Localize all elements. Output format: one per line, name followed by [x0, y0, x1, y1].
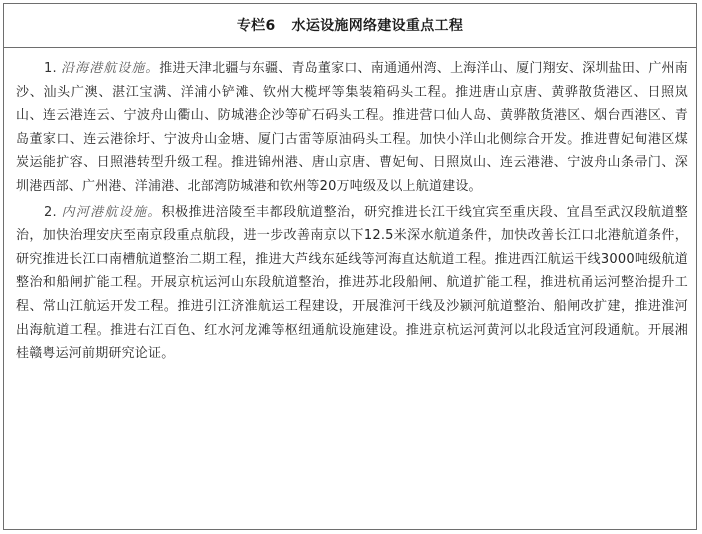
item-coastal-port-facilities	[16, 57, 688, 199]
column-title-text: 水运设施网络建设重点工程	[291, 17, 464, 34]
project-column-box	[3, 3, 697, 530]
item-number: 2.	[44, 204, 62, 220]
column-label: 专栏6	[236, 17, 276, 34]
item-inland-port-facilities	[16, 201, 688, 366]
column-content	[4, 48, 696, 366]
column-title	[237, 15, 463, 35]
item-text: 推进天津北疆与东疆、青岛董家口、南通通州湾、上海洋山、厦门翔安、深圳盐田、广州南沙、汕头广澳、湛江宝满、洋浦小铲滩、钦州大榄坪等集装箱码头工程。推进唐山京唐、黄骅散货港区、日照岚山、连云港连云、宁波舟山衢山、防城港企沙等矿石码头工程。推进营口仙人岛、黄骅散货港区、烟台西港区、青岛董家口、连云港徐圩、宁波舟山金塘、厦门古雷等原油码头工程。加快小洋山北侧综合开发。推进曹妃甸港区煤炭运能扩容、日照港转型升级工程。推进锦州港、唐山京唐、曹妃甸、日照岚山、连云港港、宁波舟山条帚门、深圳港西部、广州港、洋浦港、北部湾防城港和钦州等20万吨级及以上航道建设。	[16, 61, 688, 194]
item-number: 1.	[44, 61, 62, 76]
item-text: 积极推进涪陵至丰都段航道整治，研究推进长江干线宜宾至重庆段、宜昌至武汉段航道整治，加快治理安庆至南京段重点航段，进一步改善南京以下12.5米深水航道条件，加快改善长江口北港航道条件，研究推进长江口南槽航道整治二期工程，推进大芦线东延线等河海直达航道工程。推进西江航运干线3000吨级航道整治和船闸扩能工程。开展京杭运河山东段航道整治，推进苏北段船闸、航道扩能工程，推进杭甬运河整治提升工程、常山江航运开发工程。推进引江济淮航运工程建设，开展淮河干线及沙颍河航道整治、船闸改扩建，推进淮河出海航道工程。推进右江百色、红水河龙滩等枢纽通航设施建设。推进京杭运河黄河以北段适宜河段通航。开展湘桂赣粤运河前期研究论证。	[16, 204, 688, 362]
item-heading: 内河港航设施。	[61, 204, 162, 220]
column-title-row	[4, 4, 696, 48]
item-heading: 沿海港航设施。	[61, 61, 160, 76]
